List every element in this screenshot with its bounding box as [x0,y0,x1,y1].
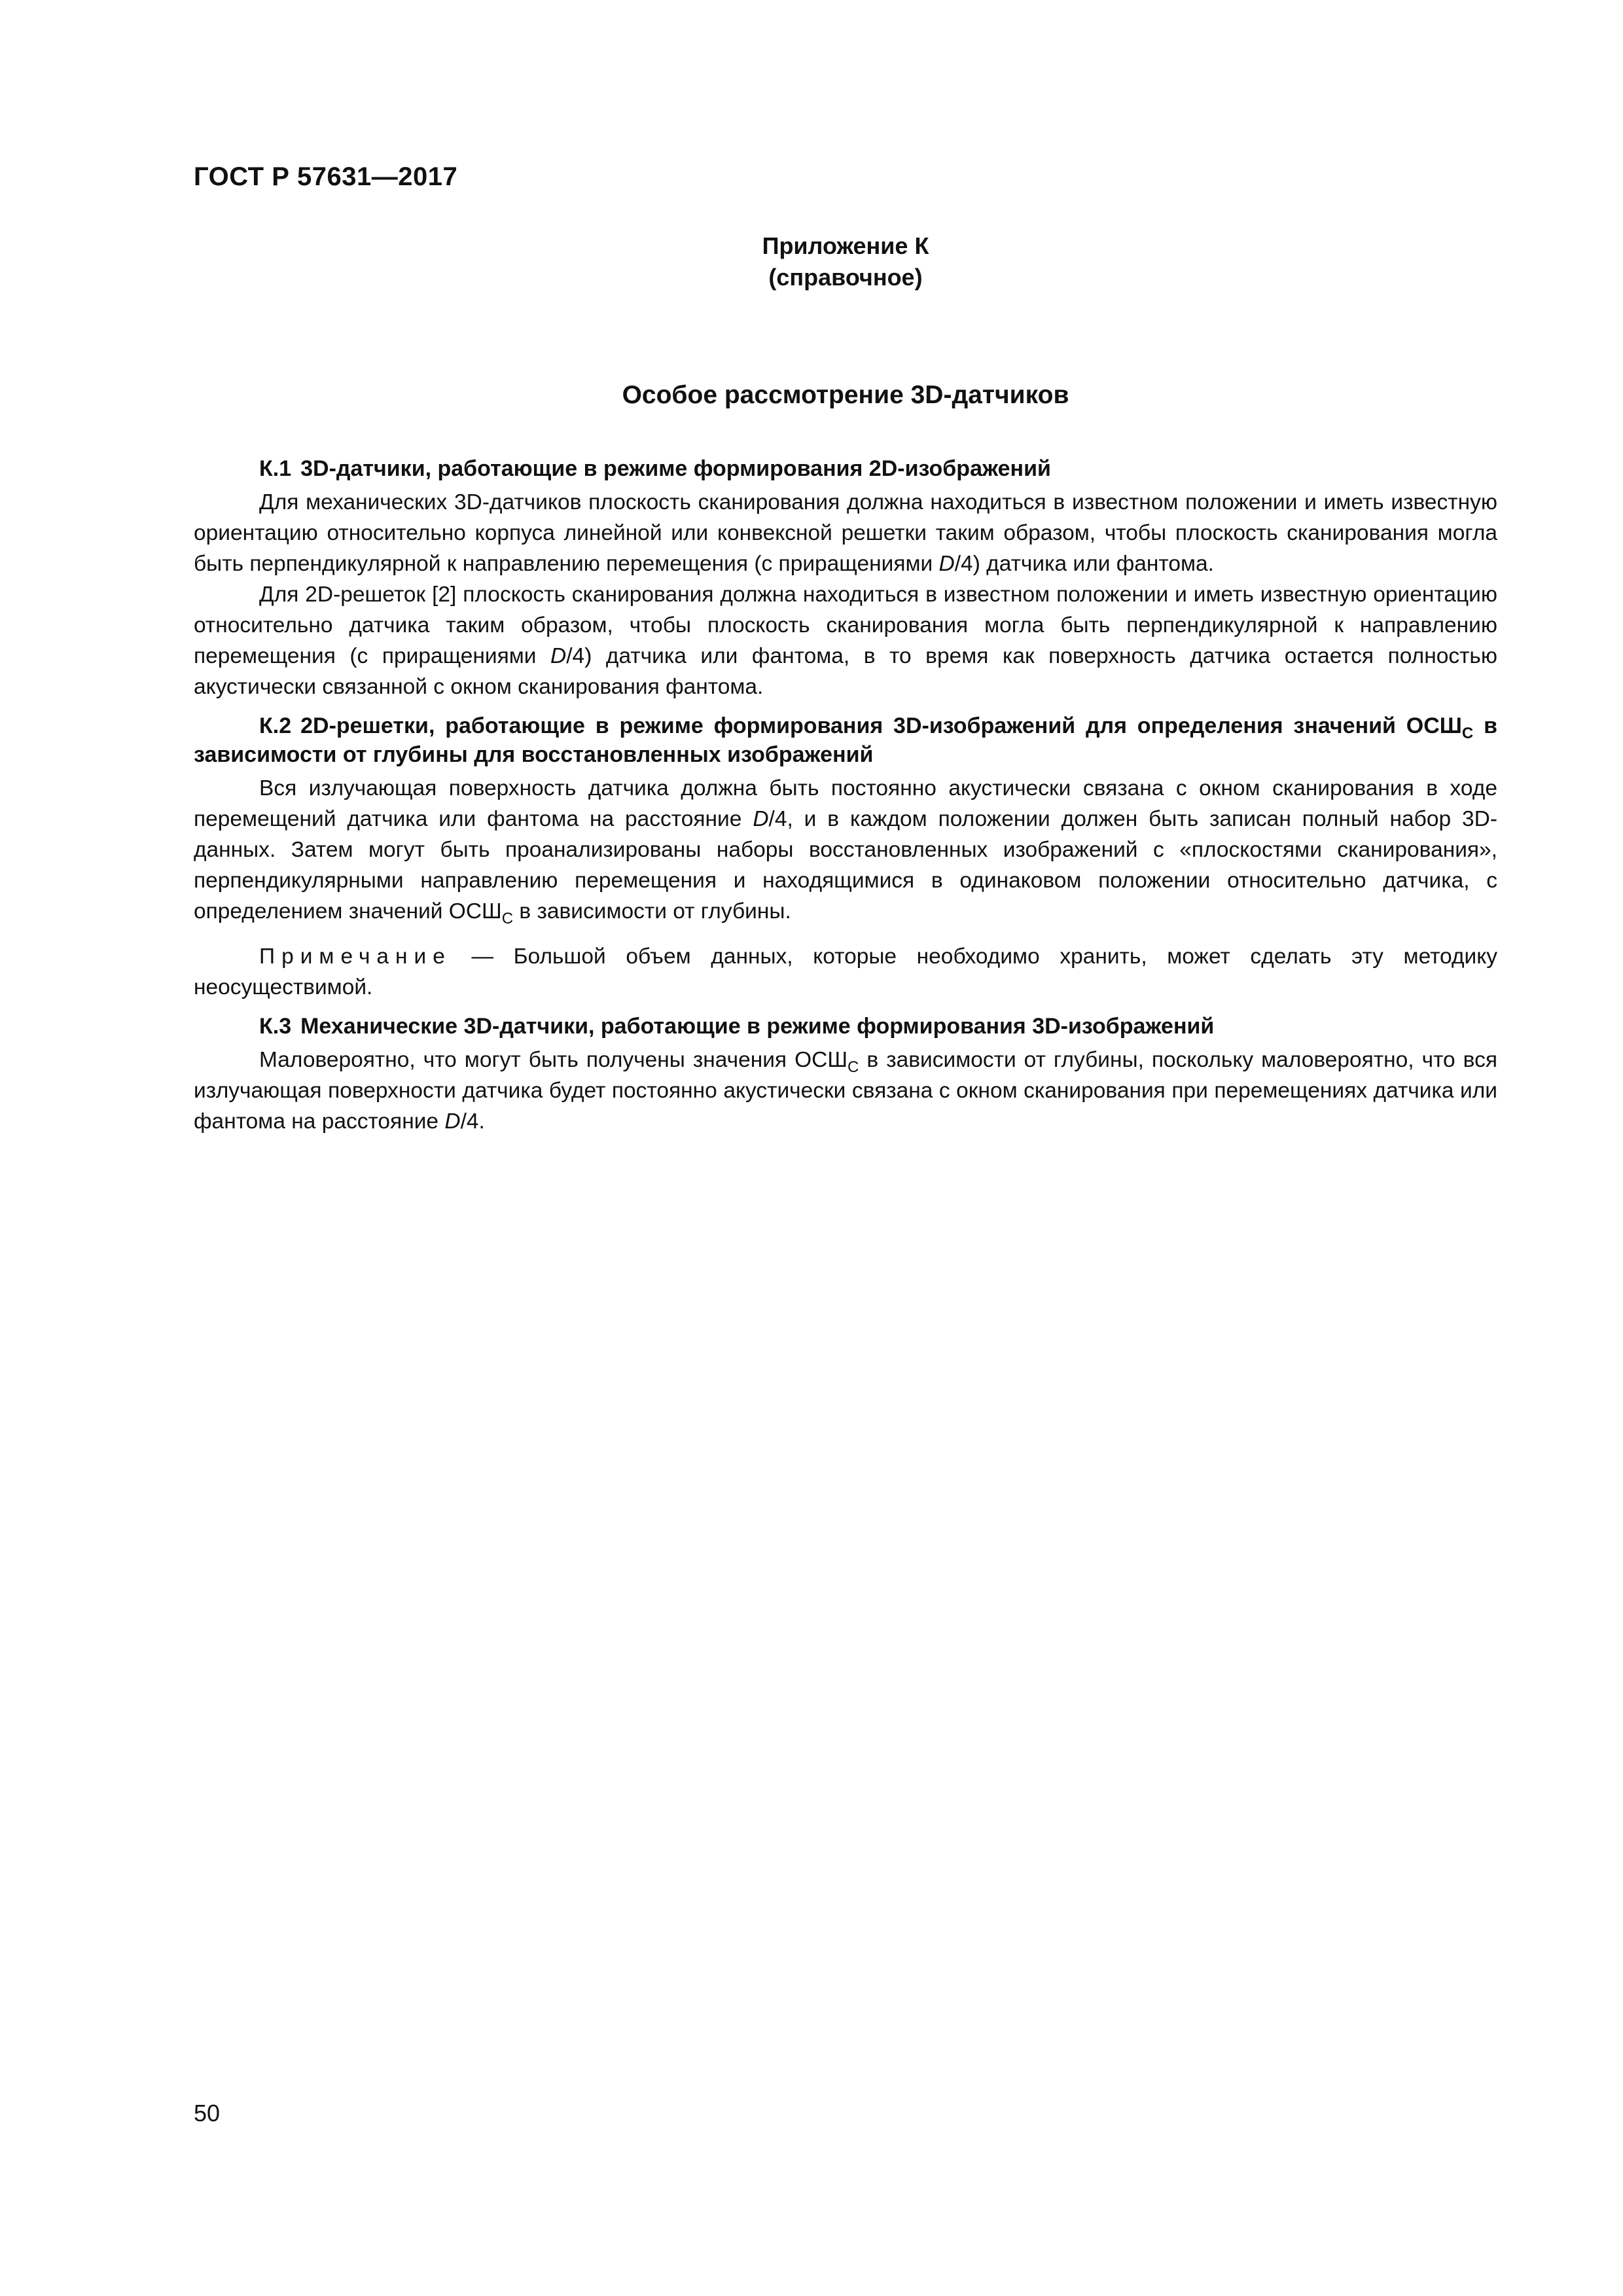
paragraph: Для механических 3D-датчиков плоскость сканирования должна находиться в известном положении и иметь известную ориентацию относительно корпуса линейной или конвексной решетки таким образом, чтобы плоскость сканирования могла быть перпендикулярной к направлению перемещения (с приращениями D/4) датчика или фантома. [194,490,1497,576]
note-text: — Большой объем данных, которые необходимо хранить, может сделать эту методику неосуществимой. [194,944,1497,999]
paragraph: Вся излучающая поверхность датчика должна быть постоянно акустически связана с окном сканирования в ходе перемещений датчика или фантома на расстояние D/4, и в каждом положении должен быть записан полный набор 3D-данных. Затем могут быть проанализированы наборы восстановленных изображений с «плоскостями сканирования», перпендикулярными направлению перемещения и находящимися в одинаковом положении относительно датчика, с определением значений $ОСШ_C$ в зависимости от глубины. [194,776,1497,927]
section-number: К.3 [259,1014,292,1039]
variable-d: D [444,1109,461,1134]
section-number: К.2 [259,713,292,738]
section-heading-text: 2D-решетки, работающие в режиме формирования 3D-изображений для определения значений ОСШ [300,713,1462,738]
section-number: К.1 [259,456,292,481]
subscript: C [1461,725,1474,742]
paragraph: Маловероятно, что могут быть получены значения $ОСШ_C$ в зависимости от глубины, поскольку маловероятно, что вся излучающая поверхности датчика будет постоянно акустически связана с окном сканирования при перемещениях датчика или фантома на расстояние D/4. [194,1048,1497,1134]
variable-d: D [550,644,567,668]
variable-d: D [753,807,769,831]
annex-label-block [194,230,1497,293]
section-heading-text: 3D-датчики, работающие в режиме формирования 2D-изображений [300,456,1051,481]
note-label: Примечание [259,944,452,969]
section-heading-k2 [194,711,1497,769]
section-heading-text: в зависимости от глубины для восстановленных изображений [194,713,1497,767]
document-header: ГОСТ Р 57631—2017 [194,162,458,191]
paragraph: Для 2D-решеток [2] плоскость сканирования должна находиться в известном положении и иметь известную ориентацию относительно датчика таким образом, чтобы плоскость сканирования могла быть перпендикулярной к направлению перемещения (с приращениями D/4) датчика или фантома, в то время как поверхность датчика остается полностью акустически связанной с окном сканирования фантома. [194,583,1497,699]
subscript: C [501,910,514,927]
document-body [194,454,1497,1137]
variable-d: D [938,552,955,576]
section-heading-text: Механические 3D-датчики, работающие в режиме формирования 3D-изображений [300,1014,1215,1039]
annex-label: Приложение К [762,232,929,259]
section-heading-k3 [194,1012,1497,1041]
annex-title: Особое рассмотрение 3D-датчиков [622,381,1069,409]
annex-type: (справочное) [768,264,923,291]
subscript: C [847,1058,859,1076]
note [194,941,1497,1003]
section-heading-k1 [194,454,1497,483]
page-number: 50 [194,2100,221,2126]
